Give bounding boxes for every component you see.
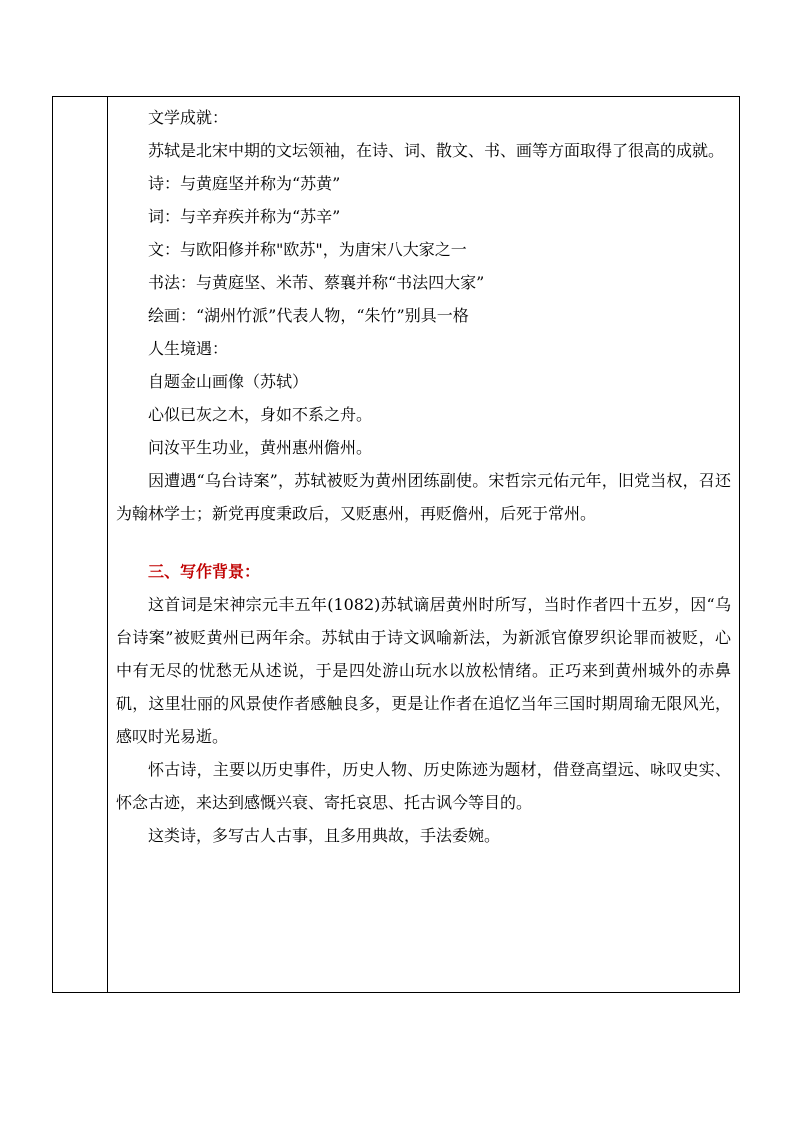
literary-item-ci: 词：与辛弃疾并称为“苏辛” [148,207,341,226]
poem-title: 自题金山画像（苏轼） [148,372,309,391]
literary-item-calligraphy: 书法：与黄庭坚、米芾、蔡襄并称“书法四大家” [148,273,485,292]
background-paragraph-1: 这首词是宋神宗元丰五年(1082)苏轼谪居黄州时所写，当时作者四十五岁，因“乌台诗案”被贬黄州已两年余。苏轼由于诗文讽喻新法，为新派官僚罗织论罪而被贬，心中有无尽的忧愁无从述说，于是四处游山玩水以放松情绪。正巧来到黄州城外的赤鼻矶，这里壮丽的风景使作者感触良多，更是让作者在追忆当年三国时期周瑜无限风光，感叹时光易逝。 [116,595,731,746]
background-paragraph-2: 怀古诗，主要以历史事件，历史人物、历史陈迹为题材，借登高望远、咏叹史实、怀念古迹，来达到感慨兴衰、寄托哀思、托古讽今等目的。 [116,760,731,812]
poem-line-2: 问汝平生功业，黄州惠州儋州。 [148,438,373,457]
background-heading: 三、写作背景： [148,562,261,581]
literary-item-prose: 文：与欧阳修并称"欧苏"，为唐宋八大家之一 [148,240,467,259]
background-paragraph-3: 这类诗，多写古人古事，且多用典故，手法委婉。 [148,826,501,845]
literary-intro: 苏轼是北宋中期的文坛领袖，在诗、词、散文、书、画等方面取得了很高的成就。 [148,141,725,160]
content-table [52,96,740,993]
column-divider [107,97,108,992]
life-title: 人生境遇： [148,339,229,358]
life-story: 因遭遇“乌台诗案”，苏轼被贬为黄州团练副使。宋哲宗元佑元年，旧党当权，召还为翰林学士；新党再度秉政后，又贬惠州，再贬儋州，后死于常州。 [116,471,731,523]
poem-line-1: 心似已灰之木，身如不系之舟。 [148,405,373,424]
literary-item-poetry: 诗：与黄庭坚并称为“苏黄” [148,174,341,193]
content-cell [116,101,731,852]
spacer [116,530,731,555]
literary-item-painting: 绘画：“湖州竹派”代表人物，“朱竹”别具一格 [148,306,469,325]
literary-title: 文学成就： [148,108,229,127]
